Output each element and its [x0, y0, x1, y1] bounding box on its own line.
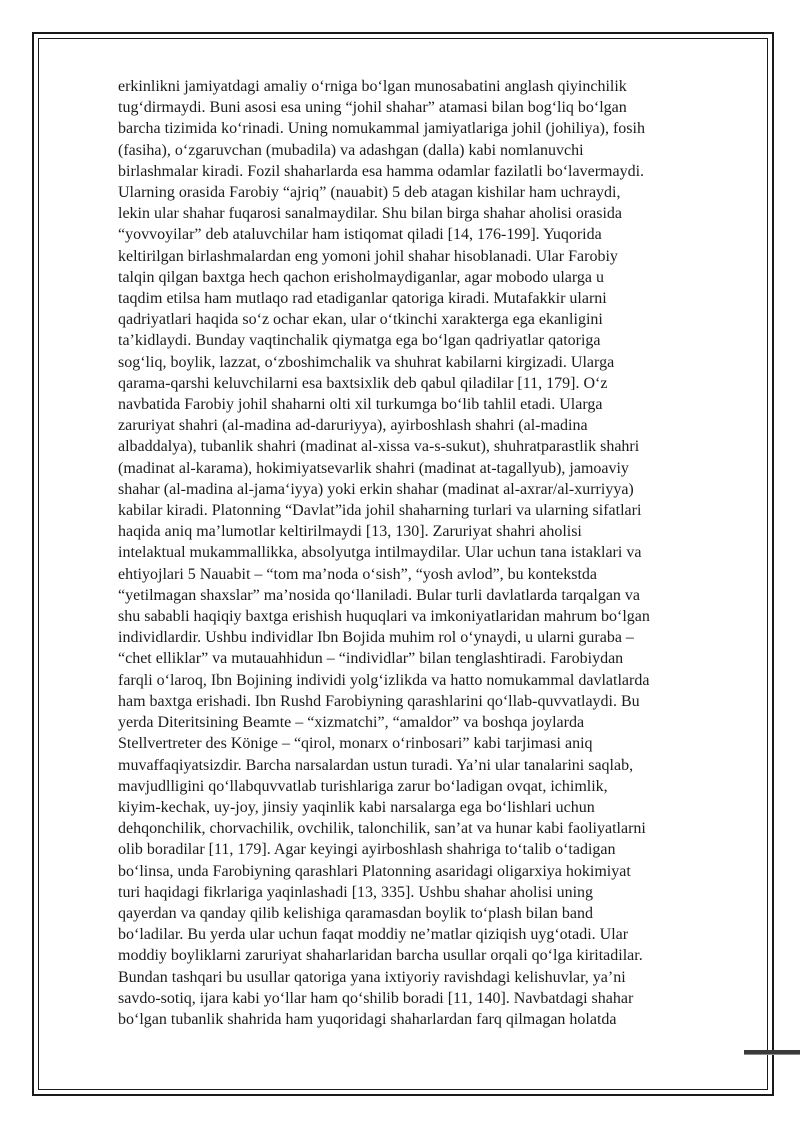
text-line: taqdim etilsa ham mutlaqo rad etadiganlar qatoriga kiradi. Mutafakkir ularni — [118, 290, 607, 308]
text-line: (madinat al-karama), hokimiyatsevarlik shahri (madinat at-tagallyub), jamoaviy — [118, 459, 629, 477]
text-line: qarama-qarshi keluvchilarni esa baxtsixlik deb qabul qiladilar [11, 179]. O‘z — [118, 374, 608, 392]
body-paragraph — [118, 76, 728, 1030]
text-line: qayerdan va qanday qilib kelishiga qaramasdan boylik to‘plash bilan band — [118, 904, 593, 922]
text-line: ham baxtga erishadi. Ibn Rushd Farobiyning qarashlarini qo‘llab-quvvatlaydi. Bu — [118, 692, 640, 710]
text-line: haqida aniq ma’lumotlar keltirilmaydi [13, 130]. Zaruriyat shahri aholisi — [118, 523, 582, 541]
text-line: albaddalya), tubanlik shahri (madinat al-xissa va-s-sukut), shuhratparastlik shahri — [118, 438, 640, 456]
text-line: muvaffaqiyatsizdir. Barcha narsalardan ustun turadi. Ya’ni ular tanalarini saqlab, — [118, 756, 634, 774]
text-line: shu sababli haqiqiy baxtga erishish huquqlari va imkoniyatlaridan mahrum bo‘lgan — [118, 608, 650, 626]
page-corner-rule — [744, 1054, 800, 1055]
text-line: mavjudlligini qo‘llabquvvatlab turishlariga zarur bo‘ladigan ovqat, ichimlik, — [118, 777, 608, 795]
text-line: erkinlikni jamiyatdagi amaliy o‘rniga bo‘lgan munosabatini anglash qiyinchilik — [118, 78, 627, 95]
text-line: (fasiha), o‘zgaruvchan (mubadila) va adashgan (dalla) kabi nomlanuvchi — [118, 141, 584, 159]
text-line: barcha tizimida ko‘rinadi. Uning nomukammal jamiyatlariga johil (johiliya), fosih — [118, 120, 645, 138]
text-line: dehqonchilik, chorvachilik, ovchilik, talonchilik, san’at va hunar kabi faoliyatlarni — [118, 820, 646, 838]
text-line: ta’kidlaydi. Bunday vaqtinchalik qiymatga ega bo‘lgan qadriyatlar qatoriga — [118, 332, 601, 350]
text-line: ehtiyojlari 5 Nauabit – “tom ma’noda o‘sish”, “yosh avlod”, bu kontekstda — [118, 565, 597, 583]
text-line: kabilar kiradi. Platonning “Davlat”ida johil shaharning turlari va ularning sifatlari — [118, 502, 642, 520]
text-line: bo‘linsa, unda Farobiyning qarashlari Platonning asaridagi oligarxiya hokimiyat — [118, 862, 631, 880]
text-line: shahar (al-madina al-jama‘iyya) yoki erkin shahar (madinat al-axrar/al-xurriyya) — [118, 480, 634, 498]
text-line: olib boradilar [11, 179]. Agar keyingi ayirboshlash shahriga to‘talib o‘tadigan — [118, 841, 616, 859]
text-line: keltirilgan birlashmalardan eng yomoni johil shahar hisoblanadi. Ular Farobiy — [118, 247, 618, 265]
text-line: turi haqidagi fikrlariga yaqinlashadi [13, 335]. Ushbu shahar aholisi uning — [118, 883, 594, 901]
text-line: yerda Diteritsining Beamte – “xizmatchi”, “amaldor” va boshqa joylarda — [118, 714, 585, 732]
text-line: Stellvertreter des Könige – “qirol, monarx o‘rinbosari” kabi tarjimasi aniq — [118, 735, 593, 753]
text-line: savdo-sotiq, ijara kabi yo‘llar ham qo‘shilib boradi [11, 140]. Navbatdagi shahar — [118, 989, 634, 1007]
text-line: “yetilmagan shaxslar” ma’nosida qo‘llaniladi. Bular turli davlatlarda tarqalgan va — [118, 586, 641, 604]
text-line: “yovvoyilar” deb ataluvchilar ham istiqomat qiladi [14, 176-199]. Yuqorida — [118, 226, 602, 244]
text-line: birlashmalar kiradi. Fozil shaharlarda esa hamma odamlar fazilatli bo‘lavermaydi. — [118, 162, 645, 180]
text-line: intelaktual mukammallikka, absolyutga intilmaydilar. Ular uchun tana istaklari va — [118, 544, 642, 562]
text-line: individlardir. Ushbu individlar Ibn Bojida muhim rol o‘ynaydi, u ularni guraba – — [118, 629, 634, 647]
text-line: kiyim-kechak, uy-joy, jinsiy yaqinlik kabi narsalarga ega bo‘lishlari uchun — [118, 798, 595, 816]
text-line: navbatida Farobiy johil shaharni olti xil turkumga bo‘lib tahlil etadi. Ularga — [118, 396, 603, 414]
text-line: lekin ular shahar fuqarosi sanalmaydilar. Shu bilan birga shahar aholisi orasida — [118, 205, 623, 223]
text-line: “chet elliklar” va mutauahhidun – “individlar” bilan tenglashtiradi. Farobiydan — [118, 650, 624, 668]
text-line: Ularning orasida Farobiy “ajriq” (nauabit) 5 deb atagan kishilar ham uchraydi, — [118, 184, 621, 202]
text-line: moddiy boyliklarni zaruriyat shaharlaridan barcha usullar orqali qo‘lga kiritadilar. — [118, 947, 643, 965]
text-line: bo‘lgan tubanlik shahrida ham yuqoridagi shaharlardan farq qilmagan holatda — [118, 1010, 617, 1028]
text-line: bo‘ladilar. Bu yerda ular uchun faqat moddiy ne’matlar qiziqish uyg‘otadi. Ular — [118, 926, 629, 944]
text-line: sog‘liq, boylik, lazzat, o‘zboshimchalik va shuhrat kabilarni kirgizadi. Ularga — [118, 353, 615, 371]
text-line: tug‘dirmaydi. Buni asosi esa uning “johil shahar” atamasi bilan bog‘liq bo‘lgan — [118, 99, 627, 117]
text-line: talqin qilgan baxtga hech qachon erisholmaydiganlar, agar mobodo ularga u — [118, 268, 605, 286]
text-line: Bundan tashqari bu usullar qatoriga yana ixtiyoriy ravishdagi kelishuvlar, ya’ni — [118, 968, 626, 986]
text-line: zaruriyat shahri (al-madina ad-daruriyya), ayirboshlash shahri (al-madina — [118, 417, 588, 435]
text-line: farqli o‘laroq, Ibn Bojining individi yolg‘izlikda va hatto nomukammal davlatlarda — [118, 671, 650, 689]
text-line: qadriyatlari haqida so‘z ochar ekan, ular o‘tkinchi xarakterga ega ekanligini — [118, 311, 603, 329]
